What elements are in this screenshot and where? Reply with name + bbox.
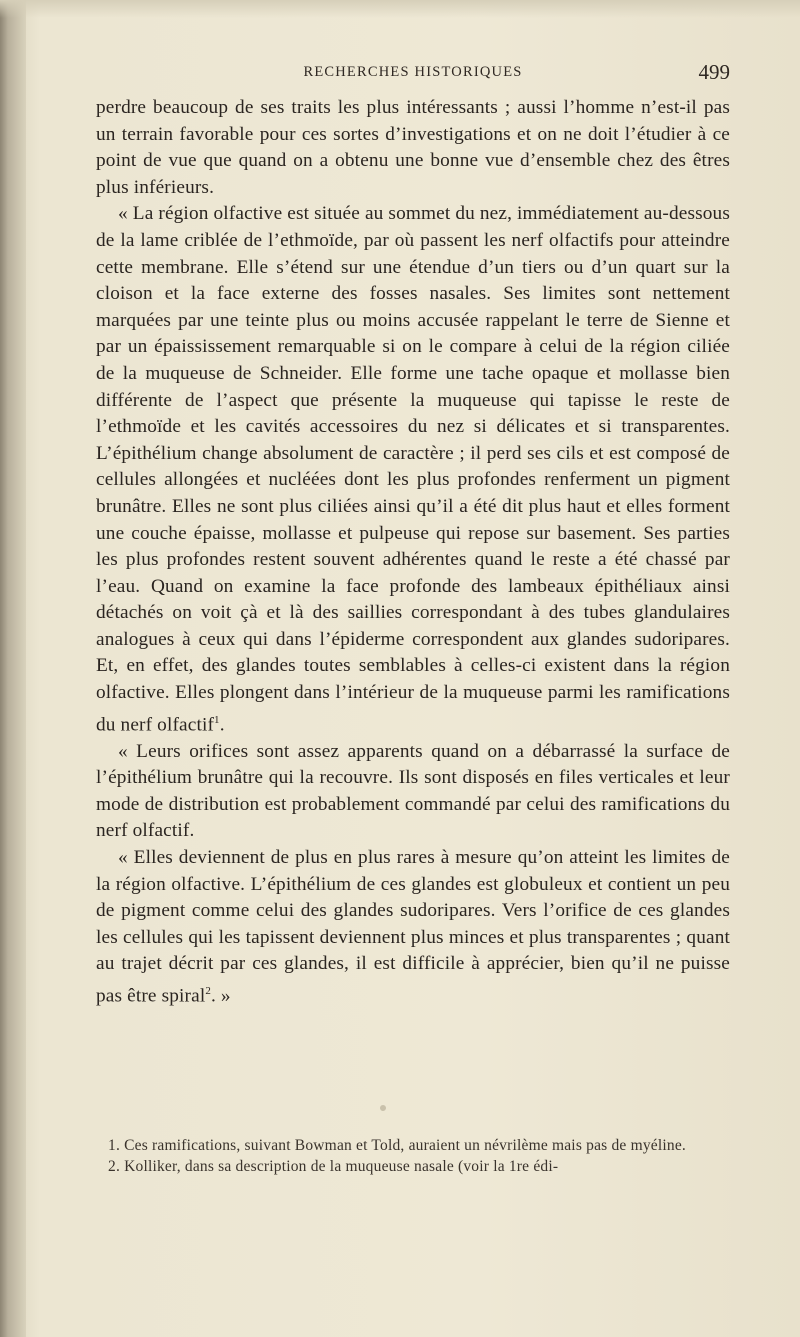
paragraph-end: . »: [210, 985, 231, 1007]
page-header: [96, 60, 730, 86]
footnote: 2. Kolliker, dans sa description de la muqueuse nasale (voir la 1re édi-: [108, 1158, 559, 1175]
page-top-edge: [0, 0, 800, 18]
footnotes: [96, 1135, 730, 1177]
footnote: 1. Ces ramifications, suivant Bowman et Told, auraient un névrilème mais pas de myéline.: [108, 1137, 686, 1154]
paragraph-text: « Elles deviennent de plus en plus rares à mesure qu’on atteint les limites de la région olfactive. L’épithélium de ces glandes est globuleux et contient un peu de pigment comme celui des glandes sudoripares. Vers l’orifice de ces glandes les cellules qui les tapissent deviennent plus minces et plus transparentes ; quant au trajet décrit par ces glandes, il est difficile à apprécier, bien qu’il ne puisse pas être spiral: [96, 847, 730, 1007]
paragraph: perdre beaucoup de ses traits les plus intéressants ; aussi l’homme n’est-il pas un terrain favorable pour ces sortes d’investigations et on ne doit l’étudier à ce point de vue que quand on a obtenu une bonne vue d’ensemble chez des êtres plus inférieurs.: [96, 97, 730, 198]
paragraph: « Leurs orifices sont assez apparents quand on a débarrassé la surface de l’épithélium brunâtre qui la recouvre. Ils sont disposés en files verticales et leur mode de distribution est probablement commandé par celui des ramifications du nerf olfactif.: [96, 740, 730, 842]
ink-speck: [380, 1105, 386, 1111]
page-number: 499: [698, 60, 730, 84]
paragraph: [96, 845, 730, 1010]
paragraph-text: « La région olfactive est située au sommet du nez, immédiatement au-dessous de la lame criblée de l’ethmoïde, par où passent les nerf olfactifs pour atteindre cette membrane. Elle s’étend sur une étendue d’un tiers ou d’un quart sur la cloison et la face externe des fosses nasales. Ses limites sont nettement marquées par une teinte plus ou moins accusée rappelant le terre de Sienne et par un épaississement remarquable si on le compare à celui de la région ciliée de la muqueuse de Schneider. Elle forme une tache opaque et mollasse bien différente de l’aspect que présente la muqueuse qui tapisse le reste de l’ethmoïde et les cavités accessoires du nez si délicates et si transparentes. L’épithélium change absolument de caractère ; il perd ses cils et est composé de cellules allongées et nucléées dont les plus profondes renferment un pigment brunâtre. Elles ne sont plus ciliées ainsi qu’il a été dit plus haut et elles forment une couche épaisse, mollasse et pulpeuse qui repose sur basement. Ses parties les plus profondes restent souvent adhérentes quand le reste a été chassé par l’eau. Quand on examine la face profonde des lambeaux épithéliaux ainsi détachés on voit çà et là des saillies correspondant à des tubes glandulaires analogues à ceux qui dans l’épiderme correspondent aux glandes sudoripares. Et, en effet, des glandes toutes semblables à celles-ci existent dans la région olfactive. Elles plongent dans l’intérieur de la muqueuse parmi les ramifications du nerf olfactif: [96, 203, 730, 736]
paragraph: [96, 201, 730, 738]
running-head: RECHERCHES HISTORIQUES: [303, 64, 523, 80]
footnote-ref: 2: [205, 985, 211, 998]
footnote-ref: 1: [214, 713, 220, 726]
body-text: [96, 95, 730, 1010]
paragraph-end: .: [219, 714, 225, 736]
binding-edge: [0, 0, 26, 1337]
